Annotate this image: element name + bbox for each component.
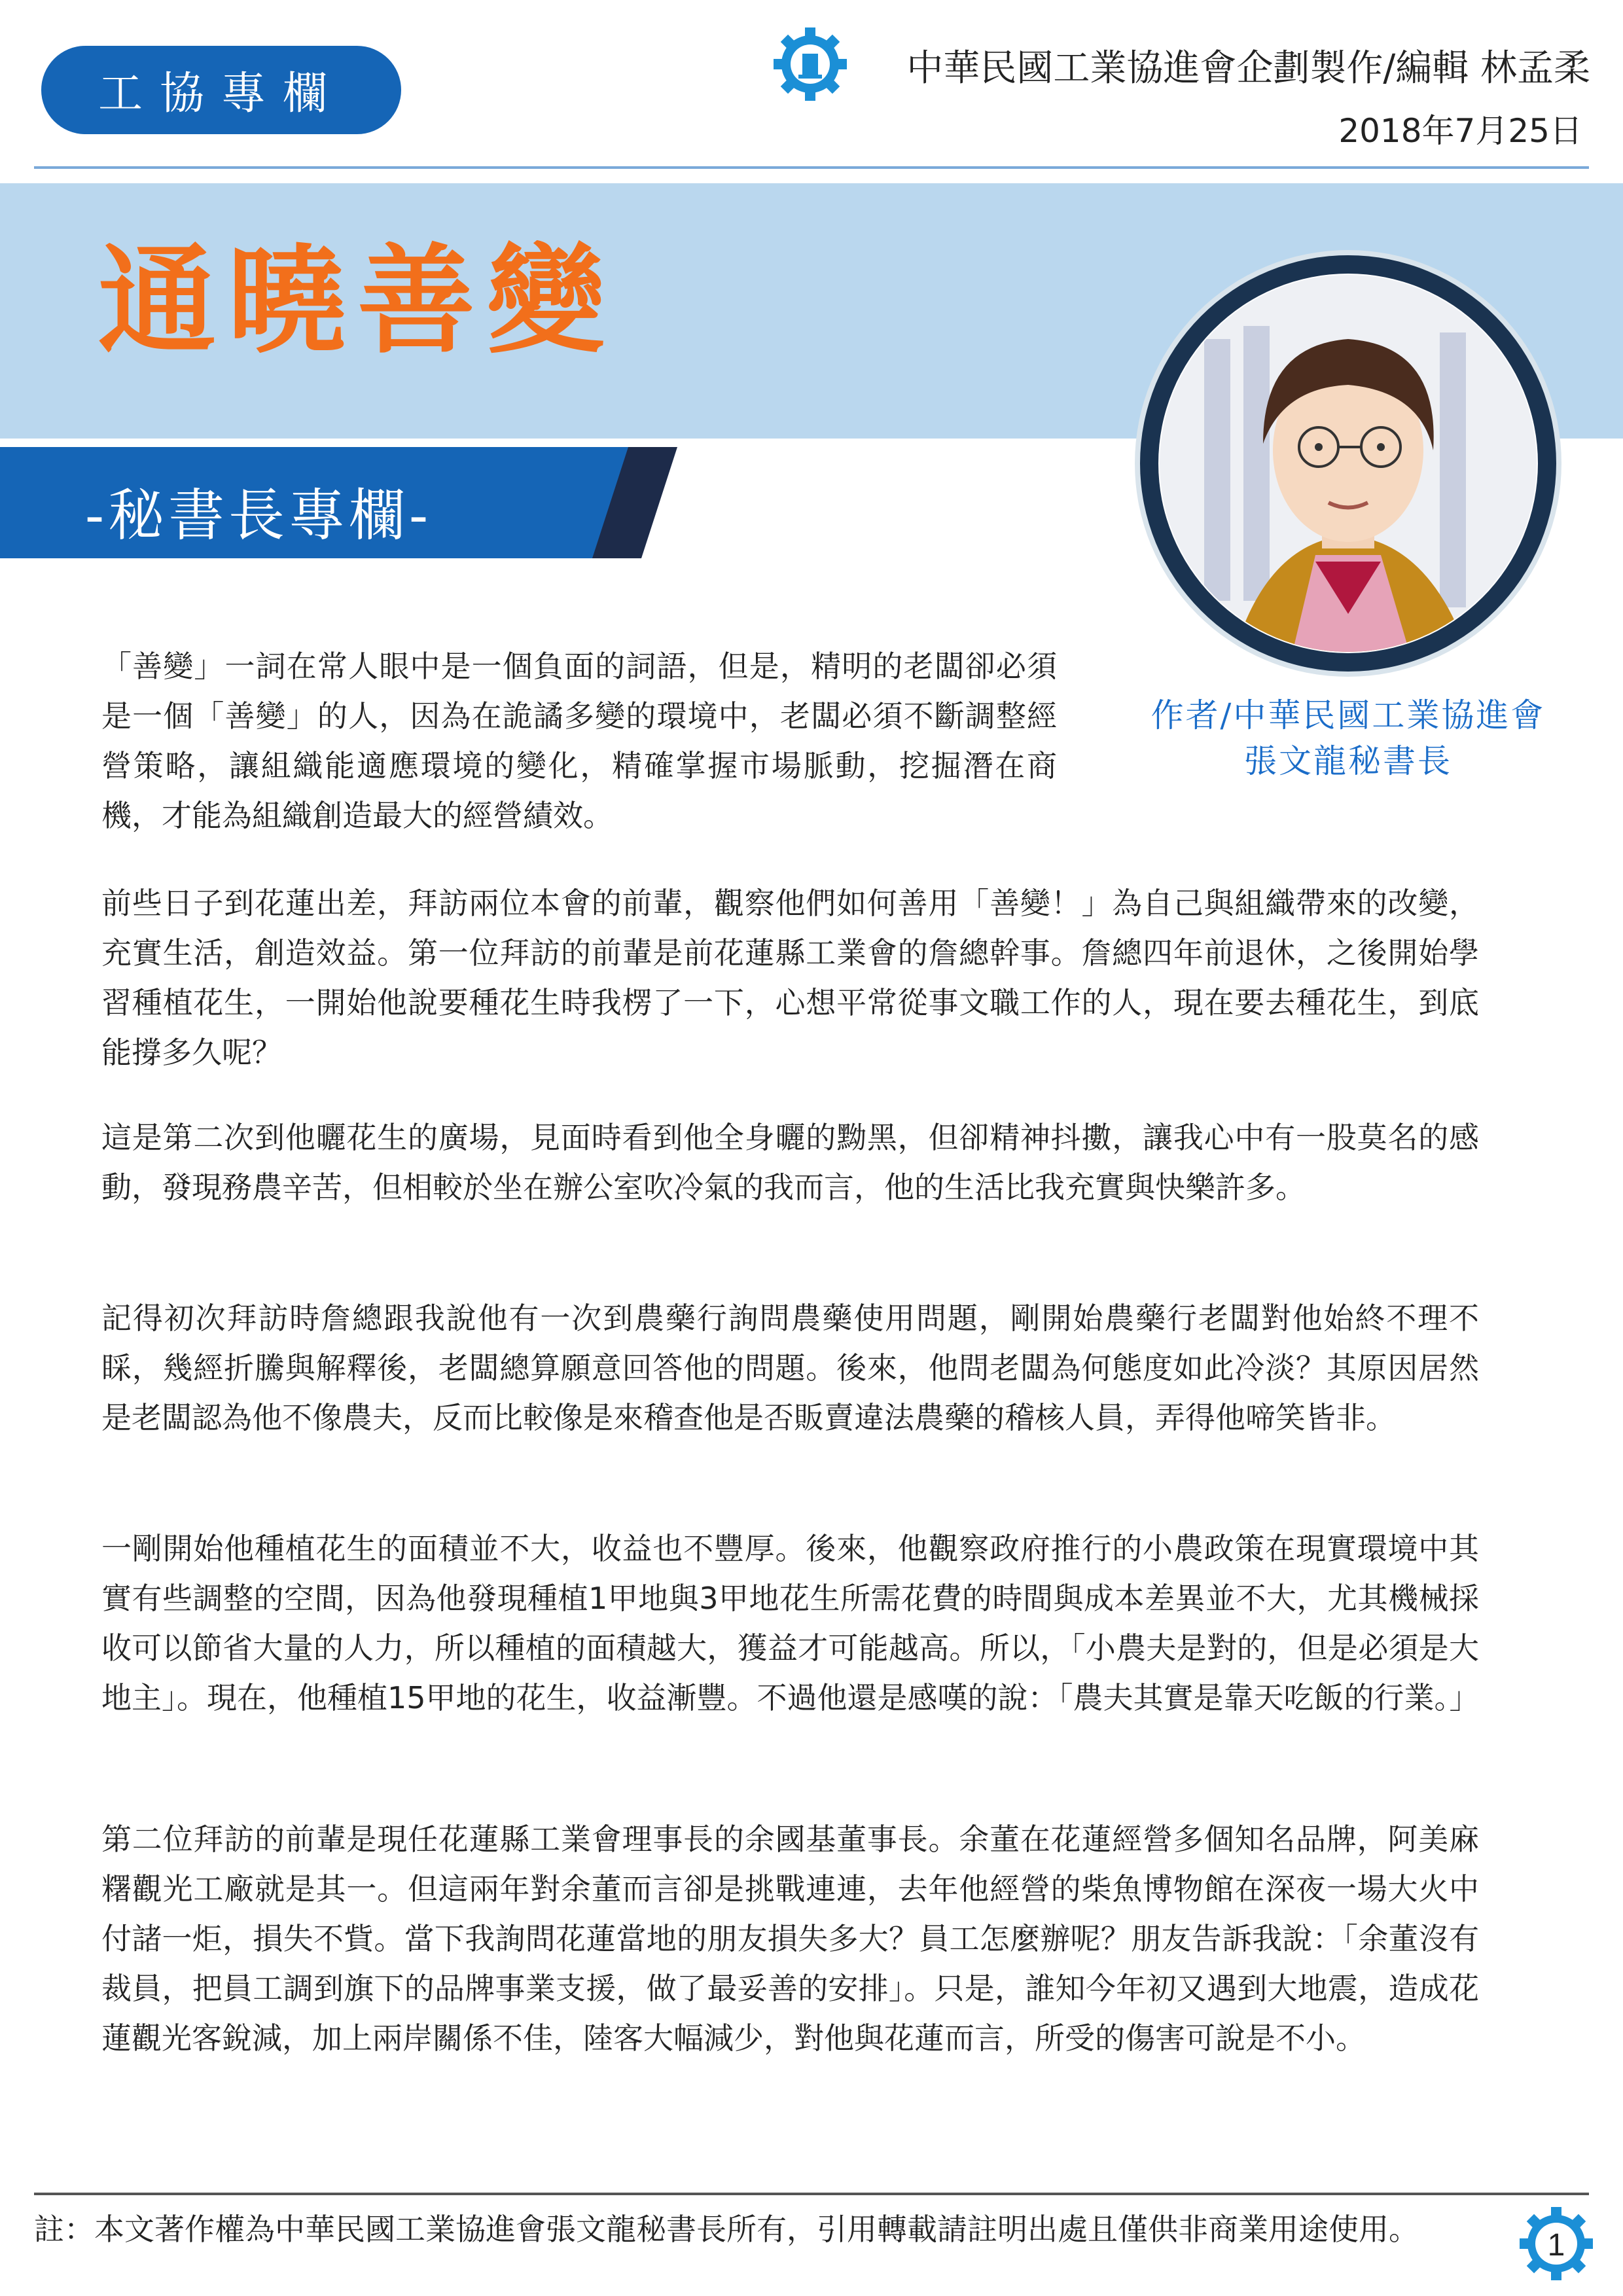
page-number: 1 — [1547, 2228, 1565, 2263]
paragraph-1: 「善變」一詞在常人眼中是一個負面的詞語，但是，精明的老闆卻必須是一個「善變」的人，因為在詭譎多變的環境中，老闆必須不斷調整經營策略，讓組織能適應環境的變化，精確掌握市場脈動，挖掘潛在商機，才能為組織創造最大的經營績效。 — [101, 649, 1057, 833]
column-label-badge: 工協專欄 — [41, 46, 401, 134]
header-divider — [34, 166, 1589, 169]
publish-date: 2018年7月25日 — [1338, 112, 1582, 150]
gear-logo-icon — [771, 25, 849, 103]
article-subtitle: -秘書長專欄- — [85, 483, 433, 548]
paragraph-4: 記得初次拜訪時詹總跟我說他有一次到農藥行詢問農藥使用問題，剛開始農藥行老闆對他始終不理不睬，幾經折騰與解釋後，老闆總算願意回答他的問題。後來，他問老闆為何態度如此冷淡？其原因居然是老闆認為他不像農夫，反而比較像是來稽查他是否販賣違法農藥的稽核人員，弄得他啼笑皆非。 — [101, 1300, 1479, 1435]
author-line-org: 作者/中華民國工業協進會 — [1150, 696, 1546, 734]
footer-divider — [34, 2193, 1589, 2195]
author-credit — [1086, 692, 1610, 784]
author-portrait — [1132, 247, 1564, 679]
paragraph-3: 這是第二次到他曬花生的廣場，見面時看到他全身曬的黝黑，但卻精神抖擻，讓我心中有一股莫名的感動，發現務農辛苦，但相較於坐在辦公室吹冷氣的我而言，他的生活比我充實與快樂許多。 — [101, 1120, 1479, 1205]
paragraph-2: 前些日子到花蓮出差，拜訪兩位本會的前輩，觀察他們如何善用「善變！」為自己與組織帶來的改變，充實生活，創造效益。第一位拜訪的前輩是前花蓮縣工業會的詹總幹事。詹總四年前退休，之後開始學習種植花生，一開始他說要種花生時我楞了一下，心想平常從事文職工作的人，現在要去種花生，到底能撐多久呢？ — [101, 886, 1479, 1070]
article-title: 通曉善變 — [98, 232, 617, 370]
paragraph-5: 一剛開始他種植花生的面積並不大，收益也不豐厚。後來，他觀察政府推行的小農政策在現實環境中其實有些調整的空間，因為他發現種植1甲地與3甲地花生所需花費的時間與成本差異並不大，尤其機械採收可以節省大量的人力，所以種植的面積越大，獲益才可能越高。所以，「小農夫是對的，但是必須是大地主」。現在，他種植15甲地的花生，收益漸豐。不過他還是感嘆的說：「農夫其實是靠天吃飯的行業。」 — [101, 1531, 1480, 1715]
author-line-name: 張文龍秘書長 — [1244, 742, 1452, 780]
org-editor-line: 中華民國工業協進會企劃製作/編輯 林孟柔 — [906, 47, 1590, 90]
paragraph-6: 第二位拜訪的前輩是現任花蓮縣工業會理事長的余國基董事長。余董在花蓮經營多個知名品牌，阿美麻糬觀光工廠就是其一。但這兩年對余董而言卻是挑戰連連，去年他經營的柴魚博物館在深夜一場大火中付諸一炬，損失不貲。當下我詢問花蓮當地的朋友損失多大？員工怎麼辦呢？朋友告訴我說：「余董沒有裁員，把員工調到旗下的品牌事業支援，做了最妥善的安排」。只是，誰知今年初又遇到大地震，造成花蓮觀光客銳減，加上兩岸關係不佳，陸客大幅減少，對他與花蓮而言，所受的傷害可說是不小。 — [101, 1821, 1479, 2056]
copyright-note: 註：本文著作權為中華民國工業協進會張文龍秘書長所有，引用轉載請註明出處且僅供非商業用途使用。 — [34, 2212, 1419, 2247]
page-number-gear-icon — [1517, 2204, 1596, 2283]
